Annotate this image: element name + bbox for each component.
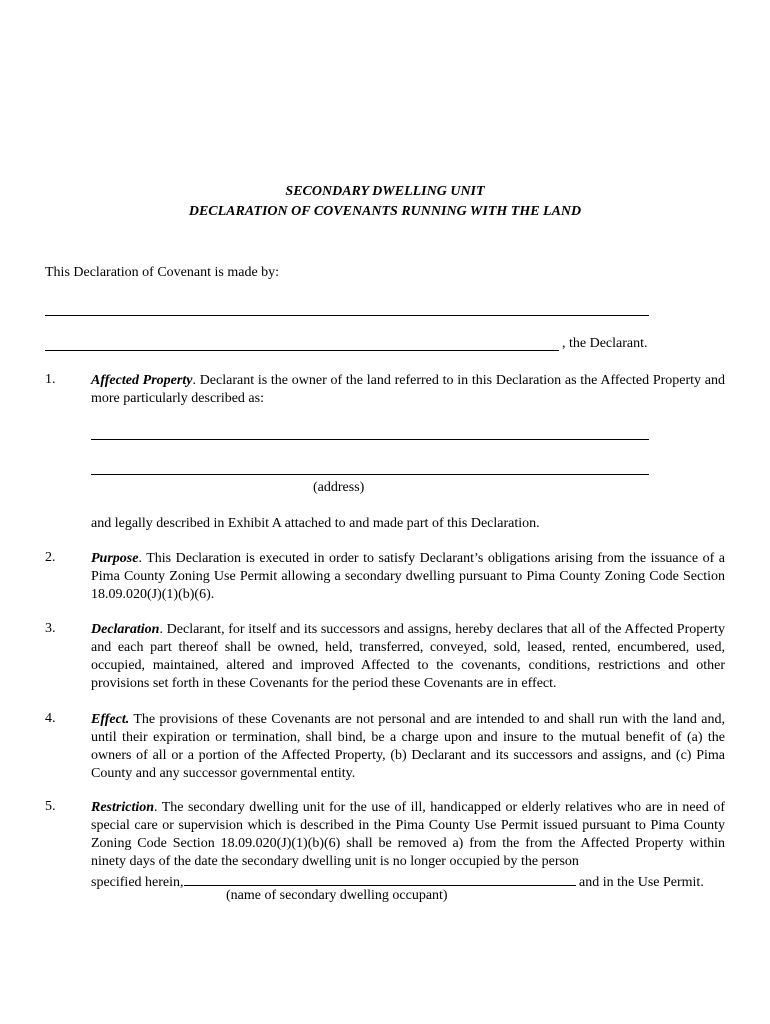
section-5-heading: Restriction (91, 800, 155, 815)
section-2-paragraph (91, 550, 725, 604)
section-1-text: . Declarant is the owner of the land referred to in this Declaration as the Affected Property and more particularly described as: (91, 373, 725, 406)
section-1-after-text: and legally described in Exhibit A attached to and made part of this Declaration. (91, 516, 540, 531)
section-4-heading: Effect. (91, 712, 130, 727)
declarant-name-line-2[interactable] (45, 350, 559, 351)
section-4-number: 4. (45, 711, 56, 726)
section-4-text: The provisions of these Covenants are not personal and are intended to and shall run with the land and, until their expiration or termination, shall bind, be a charge upon and insure to the mutual benefit of (a) the owners of all or a portion of the Affected Property, (b) Declarant and its successors and assigns, and (c) Pima County and any successor governmental entity. (91, 712, 725, 781)
section-5-paragraph (91, 799, 725, 871)
section-1-number: 1. (45, 372, 56, 387)
section-3-number: 3. (45, 621, 56, 636)
document-title-line1: SECONDARY DWELLING UNIT (285, 184, 485, 199)
section-5-text: . The secondary dwelling unit for the use of ill, handicapped or elderly relatives who are in need of special care or supervision which is described in the Pima County Use Permit issued pursuant to Pima County Zoning Code Section 18.09.020(J)(1)(b)(6) shall be removed a) from the from the Affected Property within ninety days of the date the secondary dwelling unit is no longer occupied by the person (91, 800, 725, 869)
address-line-1[interactable] (91, 439, 649, 440)
declarant-label: , the Declarant. (562, 336, 648, 351)
occupant-name-line[interactable] (184, 871, 576, 886)
section-2-text: . This Declaration is executed in order to satisfy Declarant’s obligations arising from the issuance of a Pima County Zoning Use Permit allowing a secondary dwelling pursuant to Pima County Zoning Code Section 18.09.020(J)(1)(b)(6). (91, 551, 725, 602)
specified-suffix: and in the Use Permit. (575, 875, 704, 890)
declarant-name-line-1[interactable] (45, 315, 649, 316)
document-title-line2: DECLARATION OF COVENANTS RUNNING WITH THE LAND (188, 204, 582, 219)
section-3-paragraph (91, 621, 725, 693)
section-5-number: 5. (45, 799, 56, 814)
section-2-heading: Purpose (91, 551, 139, 566)
section-1-paragraph (91, 372, 725, 408)
section-4-paragraph (91, 711, 725, 783)
address-caption: (address) (313, 480, 365, 495)
specified-prefix: specified herein, (91, 875, 184, 890)
section-2-number: 2. (45, 550, 56, 565)
occupant-caption: (name of secondary dwelling occupant) (226, 888, 448, 903)
section-3-heading: Declaration (91, 622, 160, 637)
intro-text: This Declaration of Covenant is made by: (45, 265, 280, 280)
section-3-text: . Declarant, for itself and its successors and assigns, hereby declares that all of the Affected Property and each part thereof shall be owned, held, transferred, conveyed, sold, leased, rented, encumbered, used, occupied, maintained, altered and improved Affected to the covenants, conditions, restrictions and other provisions set forth in these Covenants for the period these Covenants are in effect. (91, 622, 725, 691)
address-line-2[interactable] (91, 474, 649, 475)
section-1-heading: Affected Property (91, 373, 193, 388)
